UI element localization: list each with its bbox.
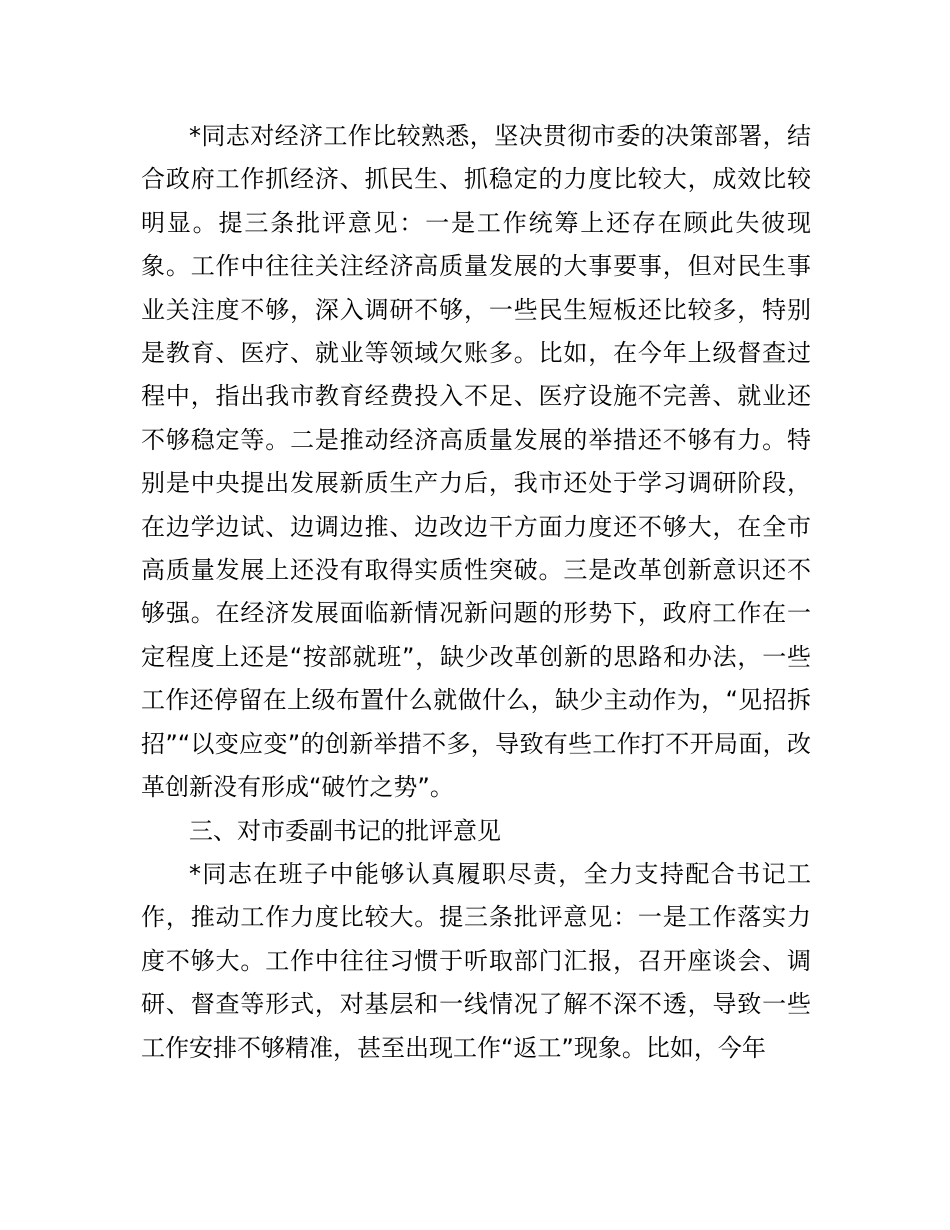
paragraph-mayor-critique: *同志对经济工作比较熟悉，坚决贯彻市委的决策部署，结合政府工作抓经济、抓民生、抓稳定的力度比较大，成效比较明显。提三条批评意见：一是工作统筹上还存在顾此失彼现象。工作中往往关注经济高质量发展的大事要事，但对民生事业关注度不够，深入调研不够，一些民生短板还比较多，特别是教育、医疗、就业等领域欠账多。比如，在今年上级督查过程中，指出我市教育经费投入不足、医疗设施不完善、就业还不够稳定等。二是推动经济高质量发展的举措还不够有力。特别是中央提出发展新质生产力后，我市还处于学习调研阶段，在边学边试、边调边推、边改边干方面力度还不够大，在全市高质量发展上还没有取得实质性突破。三是改革创新意识还不够强。在经济发展面临新情况新问题的形势下，政府工作在一定程度上还是“按部就班”，缺少改革创新的思路和办法，一些工作还停留在上级布置什么就做什么，缺少主动作为，“见招拆招”“以变应变”的创新举措不多，导致有些工作打不开局面，改革创新没有形成“破竹之势”。 xyxy=(141,122,811,802)
section-heading: 三、对市委副书记的批评意见 xyxy=(189,816,501,845)
paragraph-deputy-secretary-critique: *同志在班子中能够认真履职尽责，全力支持配合书记工作，推动工作力度比较大。提三条批评意见：一是工作落实力度不够大。工作中往往习惯于听取部门汇报，召开座谈会、调研、督查等形式，对基层和一线情况了解不深不透，导致一些工作安排不够精准，甚至出现工作“返工”现象。比如，今年 xyxy=(141,859,811,1062)
document-body xyxy=(141,115,811,1070)
